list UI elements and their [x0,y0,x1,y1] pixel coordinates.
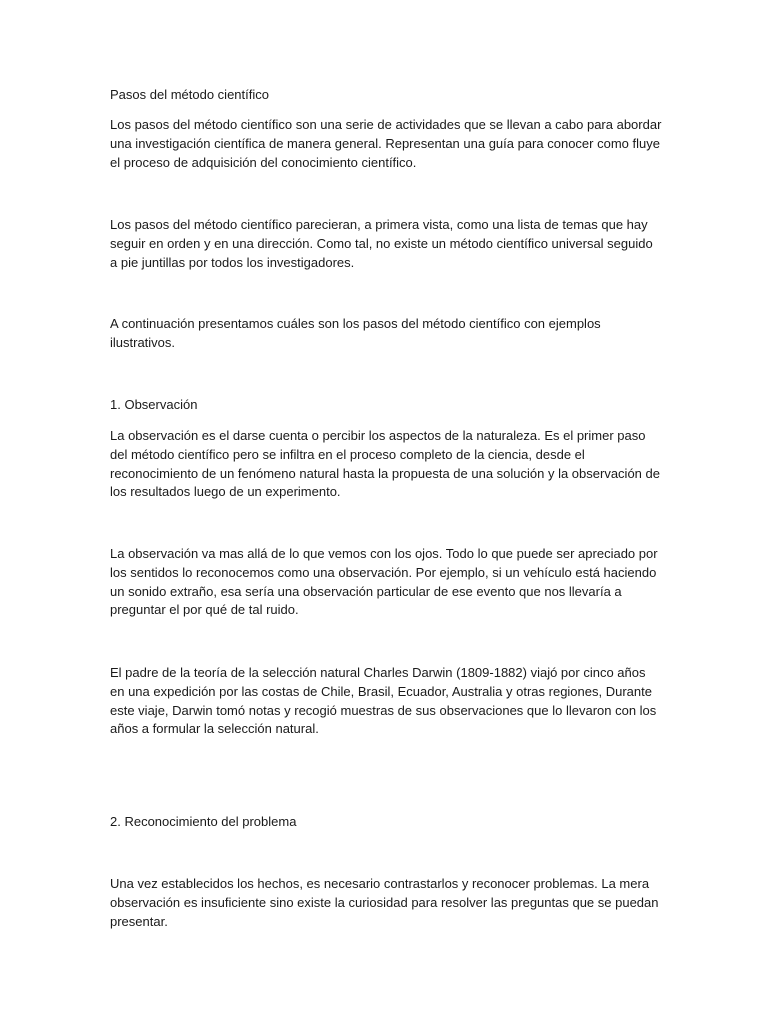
observacion-paragraph-3: El padre de la teoría de la selección natural Charles Darwin (1809-1882) viajó por cinco años en una expedición por las costas de Chile, Brasil, Ecuador, Australia y otras regiones, Durante este viaje, Darwin tomó notas y recogió muestras de sus observaciones que lo llevaron con los años a formular la selección natural. [110,665,657,737]
intro-paragraph-1: Los pasos del método científico son una serie de actividades que se llevan a cabo para abordar una investigación científica de manera general. Representan una guía para conocer como fluye el proceso de adquisición del conocimiento científico. [110,117,662,170]
reconocimiento-paragraph-1: Una vez establecidos los hechos, es necesario contrastarlos y reconocer problemas. La mera observación es insuficiente sino existe la curiosidad para resolver las preguntas que se puedan presentar. [110,876,659,929]
observacion-paragraph-1: La observación es el darse cuenta o percibir los aspectos de la naturaleza. Es el primer paso del método científico pero se infiltra en el proceso completo de la ciencia, desde el reconocimiento de un fenómeno natural hasta la propuesta de una solución y la observación de los resultados luego de un experimento. [110,428,660,500]
observacion-paragraph-2: La observación va mas allá de lo que vemos con los ojos. Todo lo que puede ser apreciado por los sentidos lo reconocemos como una observación. Por ejemplo, si un vehículo está haciendo un sonido extraño, esa sería una observación particular de ese evento que nos llevaría a preguntar el por qué de tal ruido. [110,546,658,618]
intro-paragraph-3: A continuación presentamos cuáles son los pasos del método científico con ejemplos ilustrativos. [110,316,601,350]
document-title: Pasos del método científico [110,87,269,102]
section-heading-observacion: 1. Observación [110,397,198,412]
section-heading-reconocimiento: 2. Reconocimiento del problema [110,814,297,829]
intro-paragraph-2: Los pasos del método científico parecieran, a primera vista, como una lista de temas que hay seguir en orden y en una dirección. Como tal, no existe un método científico universal seguido a pie juntillas por todos los investigadores. [110,217,653,270]
